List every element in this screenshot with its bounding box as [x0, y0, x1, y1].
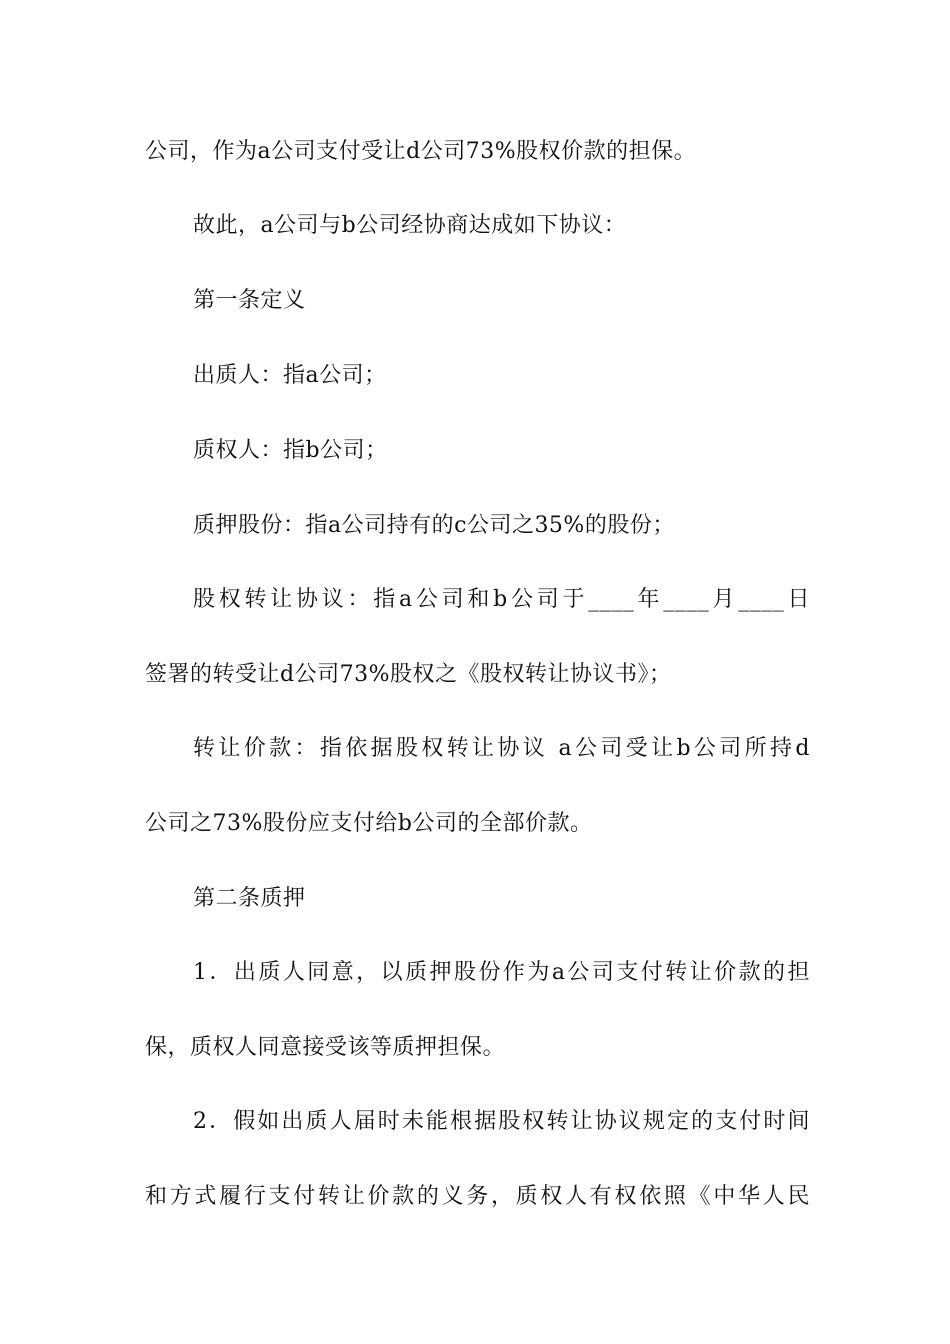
definition-line: 转让价款：指依据股权转让协议 a公司受让b公司所持d — [193, 736, 810, 761]
clause-line: 1．出质人同意，以质押股份作为a公司支付转让价款的担 — [193, 960, 810, 985]
paragraph-line: 故此，a公司与b公司经协商达成如下协议： — [193, 213, 627, 238]
section-heading: 第一条定义 — [193, 288, 306, 313]
definition-line: 质押股份：指a公司持有的c公司之35%的股份； — [193, 513, 675, 538]
section-heading: 第二条质押 — [193, 886, 306, 911]
paragraph-line: 保，质权人同意接受该等质押担保。 — [145, 1035, 506, 1060]
paragraph-line: 公司，作为a公司支付受让d公司73%股权价款的担保。 — [145, 139, 697, 164]
paragraph-line: 公司之73%股份应支付给b公司的全部价款。 — [145, 811, 593, 836]
clause-line: 2．假如出质人届时未能根据股权转让协议规定的支付时间 — [193, 1109, 810, 1134]
paragraph-line: 签署的转受让d公司73%股权之《股权转让协议书》； — [145, 662, 672, 687]
definition-line: 质权人：指b公司； — [193, 438, 388, 463]
definition-line: 出质人：指a公司； — [193, 363, 387, 388]
definition-line: 股权转让协议：指a公司和b公司于____年____月____日 — [193, 587, 810, 612]
paragraph-line: 和方式履行支付转让价款的义务，质权人有权依照《中华人民 — [145, 1184, 810, 1209]
